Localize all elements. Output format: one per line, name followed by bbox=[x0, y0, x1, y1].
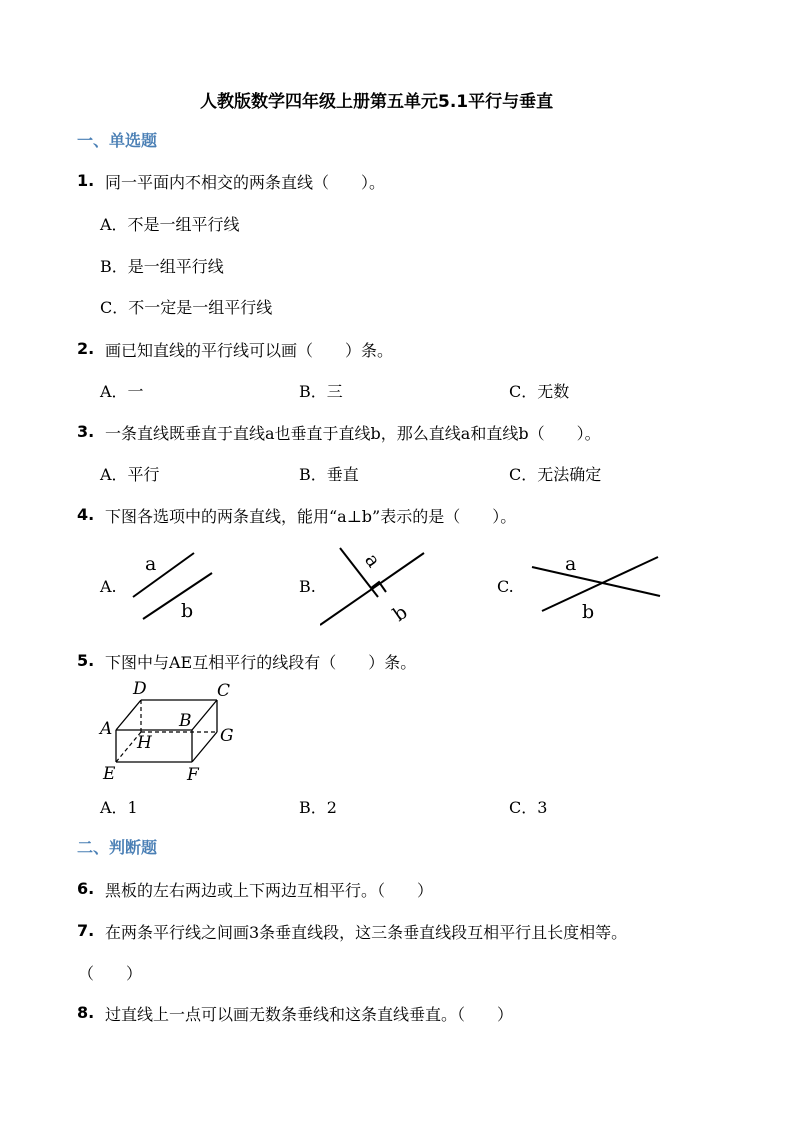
question-number: 4. bbox=[77, 505, 95, 524]
question-text: 画已知直线的平行线可以画（ ）条。 bbox=[105, 341, 394, 360]
option-c[interactable]: C．无数 bbox=[509, 382, 570, 401]
question-number: 1. bbox=[77, 171, 95, 190]
option-c[interactable]: C．3 bbox=[509, 798, 548, 817]
label-b: b bbox=[181, 600, 194, 622]
question-text: 一条直线既垂直于直线a也垂直于直线b，那么直线a和直线b（ ）。 bbox=[105, 424, 601, 443]
option-b[interactable]: B．是一组平行线 bbox=[100, 257, 224, 276]
question-text: 下图中与AE互相平行的线段有（ ）条。 bbox=[105, 653, 417, 672]
label-b: b bbox=[582, 601, 595, 622]
question-text: 下图各选项中的两条直线，能用“a⊥b”表示的是（ ）。 bbox=[105, 507, 517, 526]
question-text: 在两条平行线之间画3条垂直线段，这三条垂直线段互相平行且长度相等。 bbox=[105, 923, 628, 942]
label-b: b bbox=[389, 601, 412, 627]
option-a[interactable]: A. bbox=[100, 577, 117, 596]
line-b bbox=[143, 573, 212, 619]
option-c[interactable]: C. bbox=[497, 577, 514, 596]
section-heading-single-choice: 一、单选题 bbox=[77, 131, 158, 150]
line-b bbox=[542, 557, 658, 611]
question-text: 同一平面内不相交的两条直线（ ）。 bbox=[105, 173, 386, 192]
figure-parallel-lines bbox=[125, 545, 225, 625]
vertex-label-c: C bbox=[217, 681, 231, 701]
option-b[interactable]: B．三 bbox=[299, 382, 343, 401]
option-a[interactable]: A．不是一组平行线 bbox=[100, 215, 240, 234]
question-number: 2. bbox=[77, 339, 95, 358]
option-c[interactable]: C．不一定是一组平行线 bbox=[100, 298, 273, 317]
question-number: 3. bbox=[77, 422, 95, 441]
question-number: 5. bbox=[77, 651, 95, 670]
vertex-label-b: B bbox=[179, 711, 192, 731]
option-a[interactable]: A．1 bbox=[100, 798, 138, 817]
section-heading-true-false: 二、判断题 bbox=[77, 838, 158, 857]
question-number: 6. bbox=[77, 879, 95, 898]
question-number: 7. bbox=[77, 921, 95, 940]
vertex-label-e: E bbox=[103, 764, 116, 784]
vertex-label-d: D bbox=[133, 679, 147, 699]
vertex-label-h: H bbox=[137, 733, 152, 753]
question-number: 8. bbox=[77, 1003, 95, 1022]
vertex-label-f: F bbox=[187, 765, 199, 785]
question-text: 黑板的左右两边或上下两边互相平行。（ ） bbox=[105, 881, 434, 900]
option-a[interactable]: A．平行 bbox=[100, 465, 160, 484]
label-a: a bbox=[565, 553, 577, 575]
option-b[interactable]: B．2 bbox=[299, 798, 337, 817]
question-text: 过直线上一点可以画无数条垂线和这条直线垂直。（ ） bbox=[105, 1005, 514, 1024]
page-title: 人教版数学四年级上册第五单元5.1平行与垂直 bbox=[200, 92, 554, 112]
line-a bbox=[532, 567, 660, 596]
option-b[interactable]: B. bbox=[299, 577, 316, 596]
figure-intersecting-lines bbox=[527, 550, 667, 622]
vertex-label-a: A bbox=[100, 719, 113, 739]
answer-blank[interactable]: （ ） bbox=[78, 964, 143, 983]
option-a[interactable]: A．一 bbox=[100, 382, 144, 401]
option-c[interactable]: C．无法确定 bbox=[509, 465, 602, 484]
label-a: a bbox=[360, 549, 385, 572]
vertex-label-g: G bbox=[220, 726, 234, 746]
option-b[interactable]: B．垂直 bbox=[299, 465, 359, 484]
figure-cuboid bbox=[96, 677, 246, 787]
label-a: a bbox=[145, 553, 157, 575]
figure-perpendicular-lines bbox=[320, 545, 430, 633]
